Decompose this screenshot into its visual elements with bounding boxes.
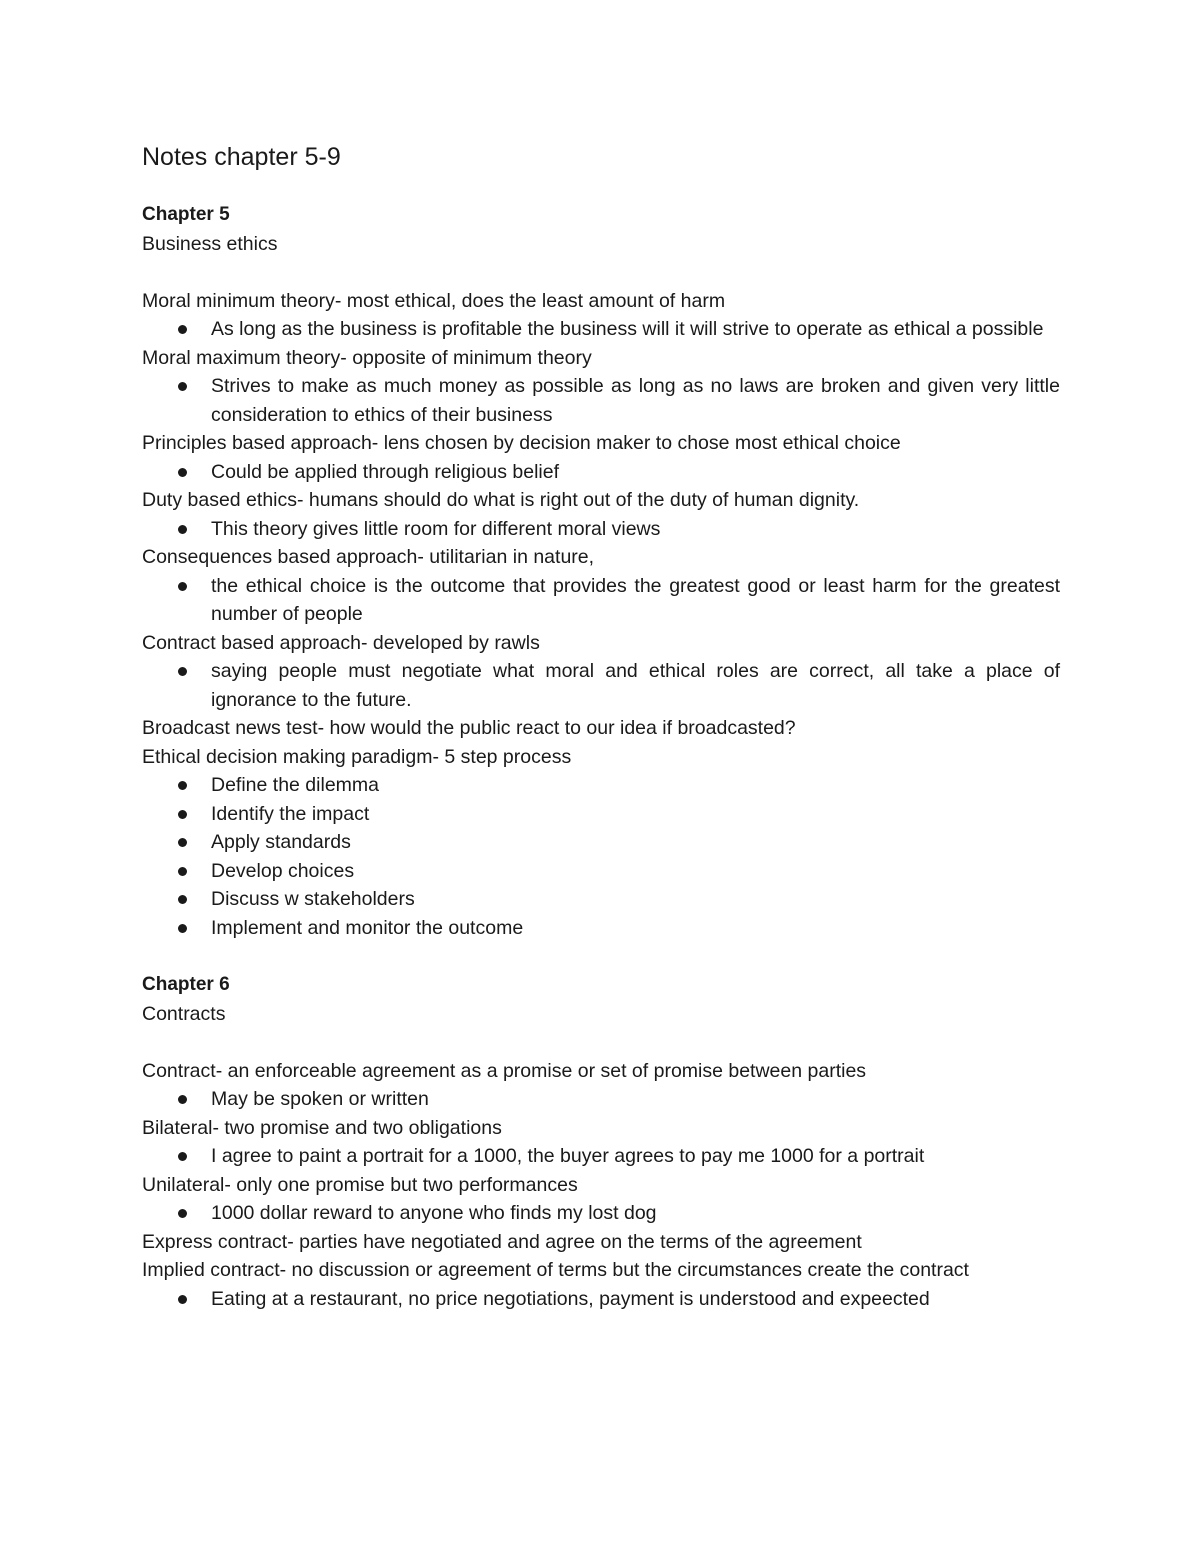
bullet-list (142, 1085, 1060, 1114)
topic-line: Express contract- parties have negotiated and agree on the terms of the agreement (142, 1230, 862, 1253)
bullet-text: Strives to make as much money as possible as long as no laws are broken and given very little consideration to ethics of their business (211, 375, 1060, 426)
document-title: Notes chapter 5-9 (142, 143, 341, 171)
chapter-heading: Chapter 5 (142, 204, 230, 225)
bullet-text: Define the dilemma (211, 774, 379, 796)
chapter-heading: Chapter 6 (142, 974, 230, 995)
bullet-dot-icon (178, 867, 187, 876)
bullet-item (142, 828, 1060, 857)
chapter-section (142, 971, 1060, 1313)
bullet-dot-icon (178, 838, 187, 847)
bullet-dot-icon (178, 781, 187, 790)
bullet-list (142, 372, 1060, 429)
blank-line (142, 258, 1060, 287)
bullet-dot-icon (178, 582, 187, 591)
topic-line: Duty based ethics- humans should do what is right out of the duty of human dignity. (142, 489, 860, 511)
bullet-text: saying people must negotiate what moral and ethical roles are correct, all take a place of ignorance to the future. (211, 660, 1060, 711)
bullet-text: the ethical choice is the outcome that provides the greatest good or least harm for the greatest number of people (211, 574, 1060, 625)
chapter-section (142, 201, 1060, 942)
chapter-subtitle: Business ethics (142, 232, 278, 255)
bullet-item (142, 657, 1060, 714)
section-spacer (142, 942, 1060, 971)
topic-line: Moral maximum theory- opposite of minimum theory (142, 346, 592, 369)
bullet-list (142, 315, 1060, 344)
bullet-dot-icon (178, 1095, 187, 1104)
bullet-item (142, 914, 1060, 943)
chapters-container (142, 201, 1060, 1313)
bullet-list (142, 657, 1060, 714)
bullet-item (142, 515, 1060, 544)
bullet-text: Could be applied through religious belief (211, 460, 559, 483)
bullet-dot-icon (178, 924, 187, 933)
topic-line: Unilateral- only one promise but two performances (142, 1173, 578, 1196)
bullet-item (142, 771, 1060, 800)
bullet-dot-icon (178, 667, 187, 676)
bullet-list (142, 771, 1060, 942)
bullet-dot-icon (178, 525, 187, 534)
bullet-item (142, 800, 1060, 829)
bullet-item (142, 1142, 1060, 1171)
bullet-item (142, 885, 1060, 914)
bullet-item (142, 1285, 1060, 1314)
blank-line (142, 1028, 1060, 1057)
topic-line: Contract based approach- developed by rawls (142, 631, 540, 654)
bullet-text: As long as the business is profitable the business will it will strive to operate as ethical a possible (211, 318, 1044, 340)
bullet-list (142, 572, 1060, 629)
bullet-text: Implement and monitor the outcome (211, 916, 524, 939)
bullet-item (142, 1085, 1060, 1114)
bullet-text: Apply standards (211, 831, 351, 853)
document-page (142, 140, 1060, 1313)
topic-line: Bilateral- two promise and two obligations (142, 1116, 502, 1139)
bullet-dot-icon (178, 325, 187, 334)
bullet-item (142, 372, 1060, 429)
bullet-list (142, 1199, 1060, 1228)
bullet-list (142, 1142, 1060, 1171)
bullet-dot-icon (178, 810, 187, 819)
bullet-text: Develop choices (211, 859, 355, 882)
bullet-text: Discuss w stakeholders (211, 888, 415, 910)
topic-line: Moral minimum theory- most ethical, does the least amount of harm (142, 289, 726, 312)
bullet-dot-icon (178, 1295, 187, 1304)
bullet-dot-icon (178, 1209, 187, 1218)
topic-line: Implied contract- no discussion or agreement of terms but the circumstances create the contract (142, 1259, 969, 1281)
bullet-text: Identify the impact (211, 802, 370, 825)
bullet-dot-icon (178, 895, 187, 904)
bullet-dot-icon (178, 1152, 187, 1161)
bullet-dot-icon (178, 382, 187, 391)
topic-line: Ethical decision making paradigm- 5 step process (142, 745, 572, 768)
topic-line: Broadcast news test- how would the public react to our idea if broadcasted? (142, 717, 796, 739)
bullet-list (142, 1285, 1060, 1314)
bullet-text: This theory gives little room for different moral views (211, 517, 661, 540)
bullet-dot-icon (178, 468, 187, 477)
bullet-text: 1000 dollar reward to anyone who finds my lost dog (211, 1202, 657, 1224)
topic-line: Contract- an enforceable agreement as a promise or set of promise between parties (142, 1059, 867, 1082)
bullet-item (142, 458, 1060, 487)
bullet-item (142, 315, 1060, 344)
bullet-list (142, 458, 1060, 487)
bullet-text: May be spoken or written (211, 1088, 429, 1110)
bullet-text: I agree to paint a portrait for a 1000, the buyer agrees to pay me 1000 for a portrait (211, 1145, 925, 1167)
bullet-item (142, 857, 1060, 886)
chapter-subtitle: Contracts (142, 1002, 226, 1025)
topic-line: Principles based approach- lens chosen by decision maker to chose most ethical choice (142, 432, 901, 454)
bullet-item (142, 572, 1060, 629)
bullet-item (142, 1199, 1060, 1228)
bullet-list (142, 515, 1060, 544)
bullet-text: Eating at a restaurant, no price negotiations, payment is understood and expeected (211, 1287, 930, 1310)
topic-line: Consequences based approach- utilitarian in nature, (142, 546, 595, 568)
